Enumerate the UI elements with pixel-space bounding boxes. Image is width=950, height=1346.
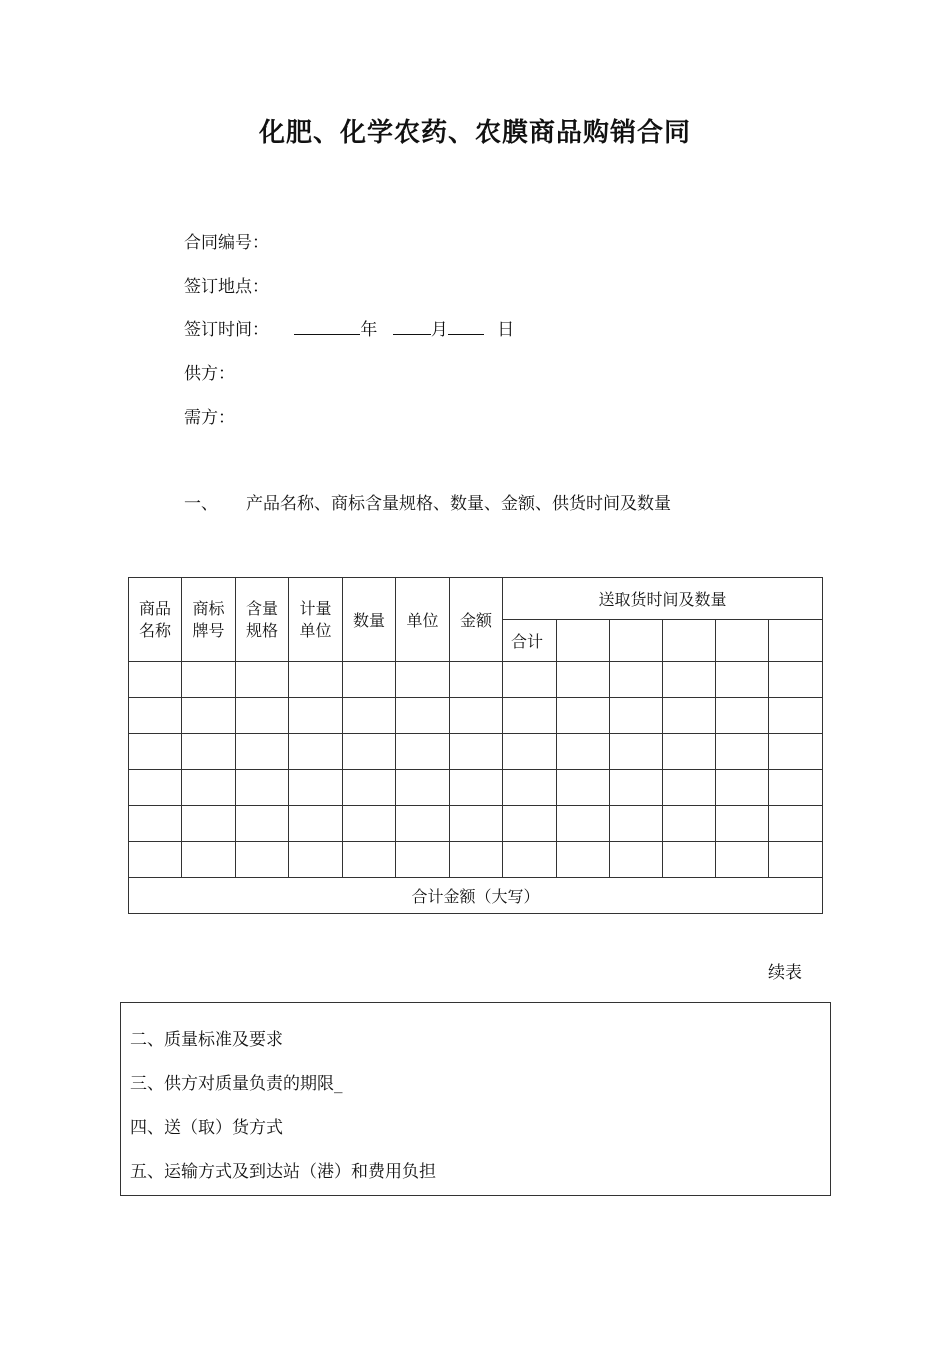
section-one-heading bbox=[184, 489, 671, 514]
table-cell[interactable] bbox=[396, 770, 450, 806]
header-spec: 含量 规格 bbox=[236, 578, 289, 662]
table-cell[interactable] bbox=[289, 734, 343, 770]
table-cell[interactable] bbox=[450, 842, 503, 878]
header-product-name: 商品 名称 bbox=[129, 578, 182, 662]
table-cell[interactable] bbox=[663, 734, 716, 770]
buyer-line bbox=[184, 403, 235, 428]
table-cell[interactable] bbox=[769, 806, 823, 842]
table-cell[interactable] bbox=[557, 620, 610, 662]
table-cell[interactable] bbox=[396, 698, 450, 734]
supplier-line bbox=[184, 359, 235, 384]
table-cell[interactable] bbox=[289, 842, 343, 878]
table-cell[interactable] bbox=[503, 842, 557, 878]
table-cell[interactable] bbox=[129, 662, 182, 698]
month-label: 月 bbox=[430, 320, 448, 340]
table-row bbox=[129, 770, 823, 806]
table-cell[interactable] bbox=[663, 620, 716, 662]
table-cell[interactable] bbox=[716, 770, 769, 806]
table-cell[interactable] bbox=[557, 734, 610, 770]
table-cell[interactable] bbox=[610, 662, 663, 698]
table-cell[interactable] bbox=[129, 842, 182, 878]
section-one-number: 一、 bbox=[184, 494, 218, 514]
table-cell[interactable] bbox=[503, 662, 557, 698]
table-cell[interactable] bbox=[610, 806, 663, 842]
table-cell[interactable] bbox=[663, 662, 716, 698]
table-cell[interactable] bbox=[450, 806, 503, 842]
table-cell[interactable] bbox=[450, 662, 503, 698]
sign-time-line bbox=[184, 315, 514, 340]
table-cell[interactable] bbox=[769, 842, 823, 878]
table-cell[interactable] bbox=[289, 698, 343, 734]
table-cell[interactable] bbox=[610, 620, 663, 662]
table-cell[interactable] bbox=[182, 734, 236, 770]
table-cell[interactable] bbox=[396, 734, 450, 770]
table-cell[interactable] bbox=[129, 698, 182, 734]
table-row bbox=[129, 698, 823, 734]
table-cell[interactable] bbox=[503, 734, 557, 770]
table-cell[interactable] bbox=[343, 806, 396, 842]
table-cell[interactable] bbox=[557, 842, 610, 878]
table-cell[interactable] bbox=[716, 698, 769, 734]
table-cell[interactable] bbox=[450, 770, 503, 806]
table-cell[interactable] bbox=[182, 662, 236, 698]
document-title: 化肥、化学农药、农膜商品购销合同 bbox=[258, 118, 691, 148]
day-blank[interactable] bbox=[448, 317, 484, 335]
table-cell[interactable] bbox=[557, 698, 610, 734]
table-cell[interactable] bbox=[129, 770, 182, 806]
continued-label: 续表 bbox=[768, 963, 802, 983]
year-blank[interactable] bbox=[294, 317, 360, 335]
day-label: 日 bbox=[497, 320, 515, 340]
table-cell[interactable] bbox=[716, 806, 769, 842]
buyer-label: 需方： bbox=[184, 408, 235, 428]
term-item-quality-period: 三、供方对质量负责的期限_ bbox=[130, 1074, 343, 1094]
table-cell[interactable] bbox=[343, 698, 396, 734]
table-cell[interactable] bbox=[236, 698, 289, 734]
table-cell[interactable] bbox=[289, 770, 343, 806]
table-cell[interactable] bbox=[343, 770, 396, 806]
table-cell[interactable] bbox=[769, 662, 823, 698]
table-cell[interactable] bbox=[182, 698, 236, 734]
sign-time-label: 签订时间： bbox=[184, 320, 269, 340]
term-item-quality-standard: 二、质量标准及要求 bbox=[130, 1030, 283, 1050]
table-cell[interactable] bbox=[610, 734, 663, 770]
table-cell[interactable] bbox=[610, 770, 663, 806]
table-header-row bbox=[129, 578, 823, 620]
table-cell[interactable] bbox=[557, 662, 610, 698]
table-cell[interactable] bbox=[396, 842, 450, 878]
section-one-text: 产品名称、商标含量规格、数量、金额、供货时间及数量 bbox=[246, 494, 671, 514]
terms-box bbox=[120, 1002, 831, 1196]
table-cell[interactable] bbox=[396, 662, 450, 698]
table-cell[interactable] bbox=[769, 770, 823, 806]
table-row bbox=[129, 734, 823, 770]
month-blank[interactable] bbox=[393, 317, 431, 335]
sign-place-label: 签订地点： bbox=[184, 277, 269, 297]
header-unit-measure: 计量 单位 bbox=[289, 578, 343, 662]
header-brand: 商标 牌号 bbox=[182, 578, 236, 662]
table-cell[interactable] bbox=[396, 806, 450, 842]
table-row bbox=[129, 842, 823, 878]
contract-number-line bbox=[184, 228, 269, 253]
table-cell[interactable] bbox=[236, 842, 289, 878]
goods-table bbox=[128, 577, 823, 914]
header-delivery-total: 合计 bbox=[503, 620, 557, 662]
supplier-label: 供方： bbox=[184, 364, 235, 384]
table-cell[interactable] bbox=[610, 698, 663, 734]
table-cell[interactable] bbox=[182, 770, 236, 806]
table-cell[interactable] bbox=[129, 734, 182, 770]
table-cell[interactable] bbox=[450, 734, 503, 770]
contract-number-label: 合同编号： bbox=[184, 233, 269, 253]
sign-place-line bbox=[184, 272, 269, 297]
table-cell[interactable] bbox=[236, 662, 289, 698]
table-cell[interactable] bbox=[129, 806, 182, 842]
table-cell[interactable] bbox=[663, 770, 716, 806]
table-cell[interactable] bbox=[236, 770, 289, 806]
table-cell[interactable] bbox=[769, 620, 823, 662]
table-row bbox=[129, 662, 823, 698]
table-cell[interactable] bbox=[343, 662, 396, 698]
table-row bbox=[129, 806, 823, 842]
table-cell[interactable] bbox=[716, 842, 769, 878]
year-label: 年 bbox=[360, 320, 378, 340]
table-cell[interactable] bbox=[503, 806, 557, 842]
table-cell[interactable] bbox=[610, 842, 663, 878]
table-cell[interactable] bbox=[182, 806, 236, 842]
table-cell[interactable] bbox=[769, 734, 823, 770]
header-unit: 单位 bbox=[396, 578, 450, 662]
table-cell[interactable] bbox=[716, 620, 769, 662]
table-cell[interactable] bbox=[289, 806, 343, 842]
table-cell[interactable] bbox=[716, 734, 769, 770]
table-cell[interactable] bbox=[769, 698, 823, 734]
table-cell[interactable] bbox=[557, 806, 610, 842]
table-cell[interactable] bbox=[716, 662, 769, 698]
total-amount-label[interactable]: 合计金额（大写） bbox=[129, 878, 823, 914]
header-quantity: 数量 bbox=[343, 578, 396, 662]
table-cell[interactable] bbox=[663, 698, 716, 734]
term-item-transport: 五、运输方式及到达站（港）和费用负担 bbox=[130, 1162, 436, 1182]
table-cell[interactable] bbox=[450, 698, 503, 734]
term-item-delivery-method: 四、送（取）货方式 bbox=[130, 1118, 283, 1138]
table-cell[interactable] bbox=[503, 770, 557, 806]
table-cell[interactable] bbox=[182, 842, 236, 878]
header-amount: 金额 bbox=[450, 578, 503, 662]
header-delivery: 送取货时间及数量 bbox=[503, 578, 823, 620]
table-cell[interactable] bbox=[343, 734, 396, 770]
table-cell[interactable] bbox=[236, 806, 289, 842]
table-cell[interactable] bbox=[503, 698, 557, 734]
table-cell[interactable] bbox=[663, 842, 716, 878]
total-amount-row bbox=[129, 878, 823, 914]
table-cell[interactable] bbox=[343, 842, 396, 878]
table-cell[interactable] bbox=[557, 770, 610, 806]
table-cell[interactable] bbox=[289, 662, 343, 698]
table-cell[interactable] bbox=[236, 734, 289, 770]
table-cell[interactable] bbox=[663, 806, 716, 842]
